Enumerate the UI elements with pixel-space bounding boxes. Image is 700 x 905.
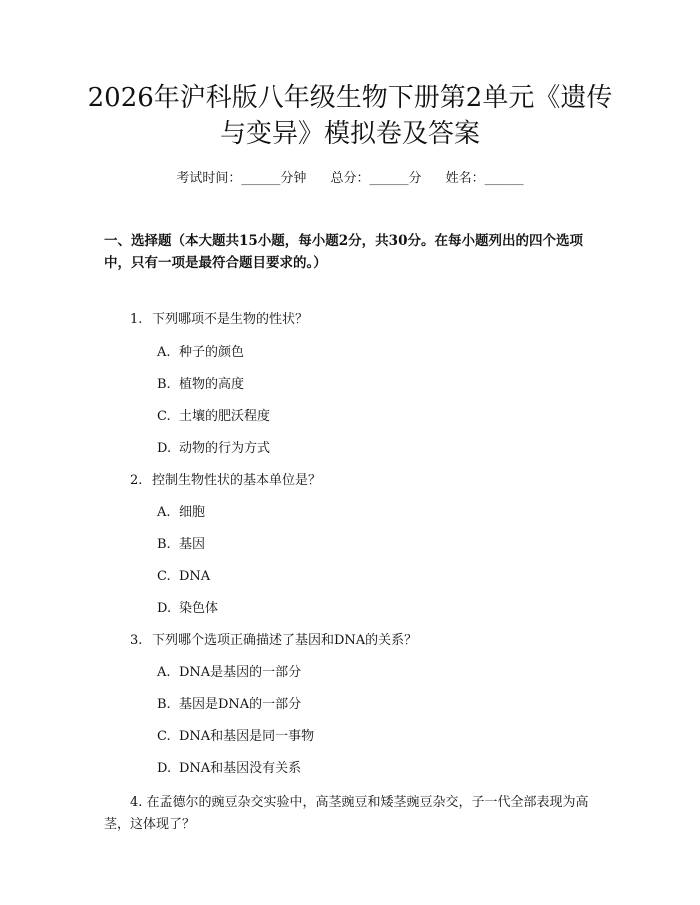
option-letter: B. bbox=[157, 377, 171, 392]
question-number: 3. bbox=[130, 633, 143, 648]
option-2c bbox=[157, 568, 210, 586]
question-4 bbox=[104, 792, 604, 836]
option-1d bbox=[157, 440, 270, 458]
total-score-field: 总分：______分 bbox=[330, 171, 422, 186]
option-2a bbox=[157, 504, 205, 522]
question-3 bbox=[130, 632, 417, 650]
option-text: DNA和基因没有关系 bbox=[179, 761, 302, 776]
option-text: 种子的颜色 bbox=[179, 345, 245, 360]
option-text: DNA是基因的一部分 bbox=[179, 665, 302, 680]
option-text: 基因 bbox=[179, 537, 206, 552]
question-2 bbox=[130, 472, 321, 490]
question-text: 下列哪项不是生物的性状？ bbox=[152, 312, 309, 327]
question-text: 在孟德尔的豌豆杂交实验中，高茎豌豆和矮茎豌豆杂交，子一代全部表现为高茎，这体现了？ bbox=[104, 795, 589, 832]
option-letter: B. bbox=[157, 697, 171, 712]
option-letter: C. bbox=[157, 409, 171, 424]
option-letter: D. bbox=[157, 441, 172, 456]
option-letter: B. bbox=[157, 537, 171, 552]
option-2d bbox=[157, 600, 218, 618]
exam-time-field: 考试时间：______分钟 bbox=[176, 171, 307, 186]
option-text: 植物的高度 bbox=[179, 377, 245, 392]
option-letter: A. bbox=[157, 345, 171, 360]
option-text: 染色体 bbox=[179, 601, 219, 616]
section-heading: 一、选择题（本大题共15小题，每小题2分，共30分。在每小题列出的四个选项中，只有一项是最符合题目要求的。） bbox=[104, 233, 583, 271]
option-3c bbox=[157, 728, 314, 746]
question-number: 2. bbox=[130, 473, 143, 488]
option-text: 基因是DNA的一部分 bbox=[179, 697, 302, 712]
option-text: 动物的行为方式 bbox=[179, 441, 271, 456]
page-title: 2026年沪科版八年级生物下册第2单元《遗传与变异》模拟卷及答案 bbox=[87, 83, 613, 149]
option-3d bbox=[157, 760, 301, 778]
student-name-field: 姓名：______ bbox=[445, 171, 524, 186]
option-letter: C. bbox=[157, 729, 171, 744]
question-number: 4. bbox=[130, 795, 143, 810]
question-text: 下列哪个选项正确描述了基因和DNA的关系？ bbox=[152, 633, 418, 648]
question-number: 1. bbox=[130, 312, 143, 327]
option-3b bbox=[157, 696, 301, 714]
option-text: 土壤的肥沃程度 bbox=[179, 409, 271, 424]
option-letter: A. bbox=[157, 665, 171, 680]
option-text: DNA bbox=[179, 569, 211, 584]
option-2b bbox=[157, 536, 205, 554]
option-letter: C. bbox=[157, 569, 171, 584]
option-1b bbox=[157, 376, 244, 394]
question-text: 控制生物性状的基本单位是？ bbox=[152, 473, 322, 488]
exam-info-line bbox=[0, 170, 700, 188]
option-text: 细胞 bbox=[179, 505, 206, 520]
option-3a bbox=[157, 664, 301, 682]
option-letter: D. bbox=[157, 761, 172, 776]
option-text: DNA和基因是同一事物 bbox=[179, 729, 315, 744]
option-letter: A. bbox=[157, 505, 171, 520]
question-1 bbox=[130, 311, 308, 329]
option-1a bbox=[157, 344, 244, 362]
option-letter: D. bbox=[157, 601, 172, 616]
option-1c bbox=[157, 408, 270, 426]
